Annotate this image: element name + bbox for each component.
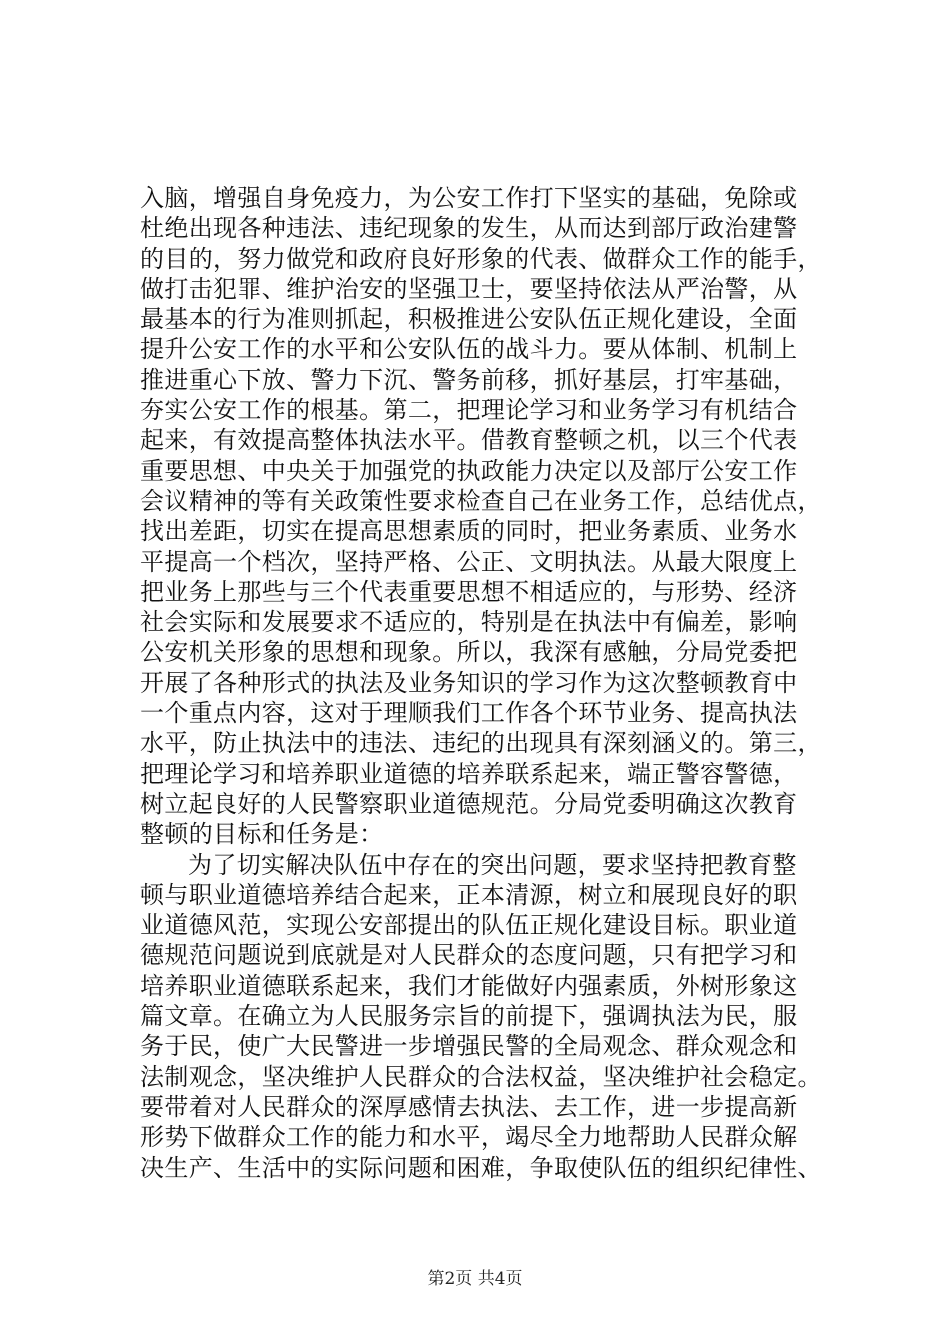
text-line: 会议精神的等有关政策性要求检查自己在业务工作，总结优点， bbox=[140, 486, 822, 515]
text-line: 找出差距，切实在提高思想素质的同时，把业务素质、业务水 bbox=[140, 517, 798, 546]
text-line: 形势下做群众工作的能力和水平，竭尽全力地帮助人民群众解 bbox=[140, 1123, 798, 1152]
page-footer: 第2页 共4页 bbox=[427, 1269, 523, 1289]
text-line: 要带着对人民群众的深厚感情去执法、去工作，进一步提高新 bbox=[140, 1092, 798, 1121]
text-line: 决生产、生活中的实际问题和困难，争取使队伍的组织纪律性、 bbox=[140, 1153, 822, 1182]
paragraph-1 bbox=[140, 183, 860, 850]
text-line: 入脑，增强自身免疫力，为公安工作打下坚实的基础，免除或 bbox=[140, 184, 798, 212]
text-line: 夯实公安工作的根基。第二，把理论学习和业务学习有机结合 bbox=[140, 396, 798, 425]
text-line: 业道德风范，实现公安部提出的队伍正规化建设目标。职业道 bbox=[140, 911, 798, 940]
text-line: 法制观念，坚决维护人民群众的合法权益，坚决维护社会稳定。 bbox=[140, 1062, 822, 1091]
text-line: 篇文章。在确立为人民服务宗旨的前提下，强调执法为民，服 bbox=[140, 1002, 798, 1031]
text-line: 公安机关形象的思想和现象。所以，我深有感触，分局党委把 bbox=[140, 638, 798, 667]
text-line: 把理论学习和培养职业道德的培养联系起来，端正警容警德， bbox=[140, 759, 798, 788]
text-line: 重要思想、中央关于加强党的执政能力决定以及部厅公安工作 bbox=[140, 456, 798, 485]
text-line: 顿与职业道德培养结合起来，正本清源，树立和展现良好的职 bbox=[140, 880, 798, 909]
text-line: 培养职业道德联系起来，我们才能做好内强素质，外树形象这 bbox=[140, 971, 798, 1000]
text-line: 做打击犯罪、维护治安的坚强卫士，要坚持依法从严治警，从 bbox=[140, 274, 798, 303]
text-line: 杜绝出现各种违法、违纪现象的发生，从而达到部厅政治建警 bbox=[140, 214, 798, 243]
text-line: 德规范问题说到底就是对人民群众的态度问题，只有把学习和 bbox=[140, 941, 798, 970]
text-line: 务于民，使广大民警进一步增强民警的全局观念、群众观念和 bbox=[140, 1032, 798, 1061]
text-line: 把业务上那些与三个代表重要思想不相适应的，与形势、经济 bbox=[140, 577, 798, 606]
text-line: 整顿的目标和任务是： bbox=[140, 820, 384, 849]
paragraph-2 bbox=[140, 850, 860, 1183]
text-line: 提升公安工作的水平和公安队伍的战斗力。要从体制、机制上 bbox=[140, 335, 798, 364]
text-line: 水平，防止执法中的违法、违纪的出现具有深刻涵义的。第三， bbox=[140, 729, 822, 758]
text-line: 平提高一个档次，坚持严格、公正、文明执法。从最大限度上 bbox=[140, 547, 798, 576]
text-line: 一个重点内容，这对于理顺我们工作各个环节业务、提高执法 bbox=[140, 699, 798, 728]
text-line: 开展了各种形式的执法及业务知识的学习作为这次整顿教育中 bbox=[140, 668, 798, 697]
text-line: 树立起良好的人民警察职业道德规范。分局党委明确这次教育 bbox=[140, 789, 798, 818]
text-line: 最基本的行为准则抓起，积极推进公安队伍正规化建设，全面 bbox=[140, 305, 798, 334]
text-line: 起来，有效提高整体执法水平。借教育整顿之机，以三个代表 bbox=[140, 426, 798, 455]
text-line: 社会实际和发展要求不适应的，特别是在执法中有偏差，影响 bbox=[140, 608, 798, 637]
text-line: 推进重心下放、警力下沉、警务前移，抓好基层，打牢基础， bbox=[140, 365, 798, 394]
text-line: 的目的，努力做党和政府良好形象的代表、做群众工作的能手， bbox=[140, 244, 822, 273]
text-line: 为了切实解决队伍中存在的突出问题，要求坚持把教育整 bbox=[188, 850, 797, 879]
body-text bbox=[140, 183, 860, 1183]
